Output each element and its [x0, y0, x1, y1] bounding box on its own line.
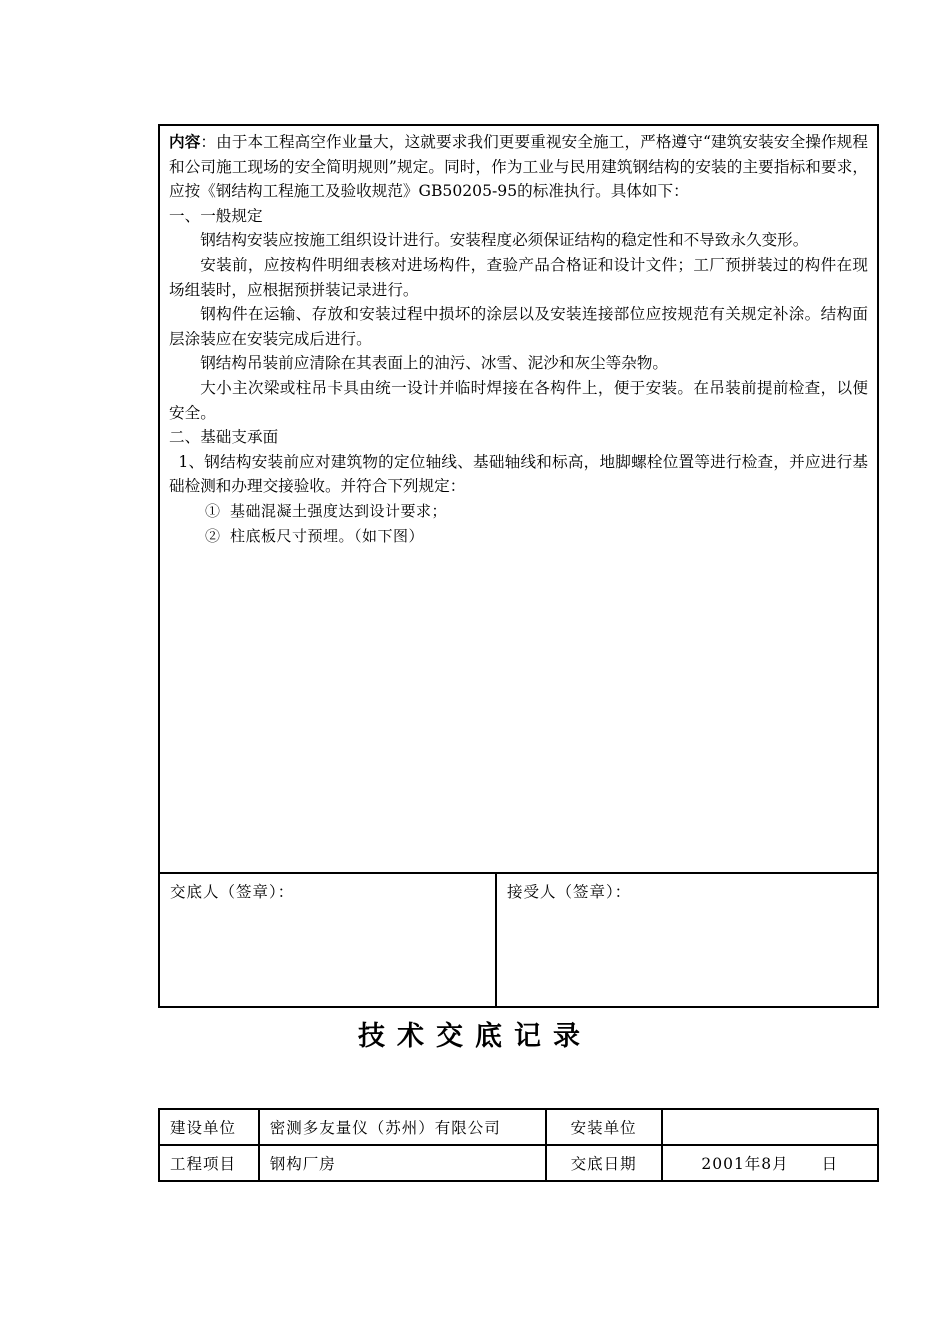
giver-signature-cell	[160, 874, 495, 1006]
section-2-item-2: ② 柱底板尺寸预埋。（如下图）	[205, 526, 425, 545]
section-1-paragraph-1: 钢结构安装应按施工组织设计进行。安装程度必须保证结构的稳定性和不导致永久变形。	[200, 231, 809, 250]
section-1-paragraph-5: 大小主次梁或柱吊卡具由统一设计并临时焊接在各构件上，便于安装。在吊装前提前检查，以便安全。	[169, 378, 868, 422]
date-value: 2001年8月 日	[662, 1145, 878, 1181]
project-label: 工程项目	[159, 1145, 259, 1181]
install-unit-label: 安装单位	[546, 1109, 662, 1145]
content-label: 内容	[169, 132, 201, 151]
section-1-paragraph-2: 安装前，应按构件明细表核对进场构件，查验产品合格证和设计文件；工厂预拼装过的构件在现场组装时，应根据预拼装记录进行。	[169, 255, 868, 299]
table-row	[159, 1145, 878, 1181]
document-title: 技术交底记录	[358, 1021, 592, 1052]
table-row	[159, 1109, 878, 1145]
build-unit-value: 密测多友量仪（苏州）有限公司	[259, 1109, 546, 1145]
section-2-paragraph-1: 1、钢结构安装前应对建筑物的定位轴线、基础轴线和标高，地脚螺栓位置等进行检查，并应进行基础检测和办理交接验收。并符合下列规定：	[169, 452, 868, 496]
section-1-paragraph-3: 钢构件在运输、存放和安装过程中损坏的涂层以及安装连接部位应按规范有关规定补涂。结构面层涂装应在安装完成后进行。	[169, 305, 868, 348]
intro-paragraph	[169, 130, 868, 204]
info-table	[158, 1108, 879, 1182]
section-2-title: 二、基础支承面	[169, 428, 279, 447]
project-value: 钢构厂房	[259, 1145, 546, 1181]
date-label: 交底日期	[546, 1145, 662, 1181]
signature-section	[158, 872, 879, 1008]
receiver-signature-label: 接受人（签章）：	[507, 883, 632, 901]
giver-signature-label: 交底人（签章）：	[170, 883, 295, 901]
receiver-signature-cell	[495, 874, 877, 1006]
build-unit-label: 建设单位	[159, 1109, 259, 1145]
intro-text: ：由于本工程高空作业量大，这就要求我们更要重视安全施工，严格遵守“建筑安装安全操作规程和公司施工现场的安全简明规则”规定。同时，作为工业与民用建筑钢结构的安装的主要指标和要求，应按《钢结构工程施工及验收规范》GB50205-95的标准执行。具体如下：	[169, 133, 868, 201]
section-1-paragraph-4: 钢结构吊装前应清除在其表面上的油污、冰雪、泥沙和灰尘等杂物。	[200, 354, 669, 373]
install-unit-value	[662, 1109, 878, 1145]
section-1-title: 一、一般规定	[169, 206, 263, 225]
content-section	[158, 124, 879, 874]
section-2-item-1: ① 基础混凝土强度达到设计要求；	[205, 501, 448, 520]
